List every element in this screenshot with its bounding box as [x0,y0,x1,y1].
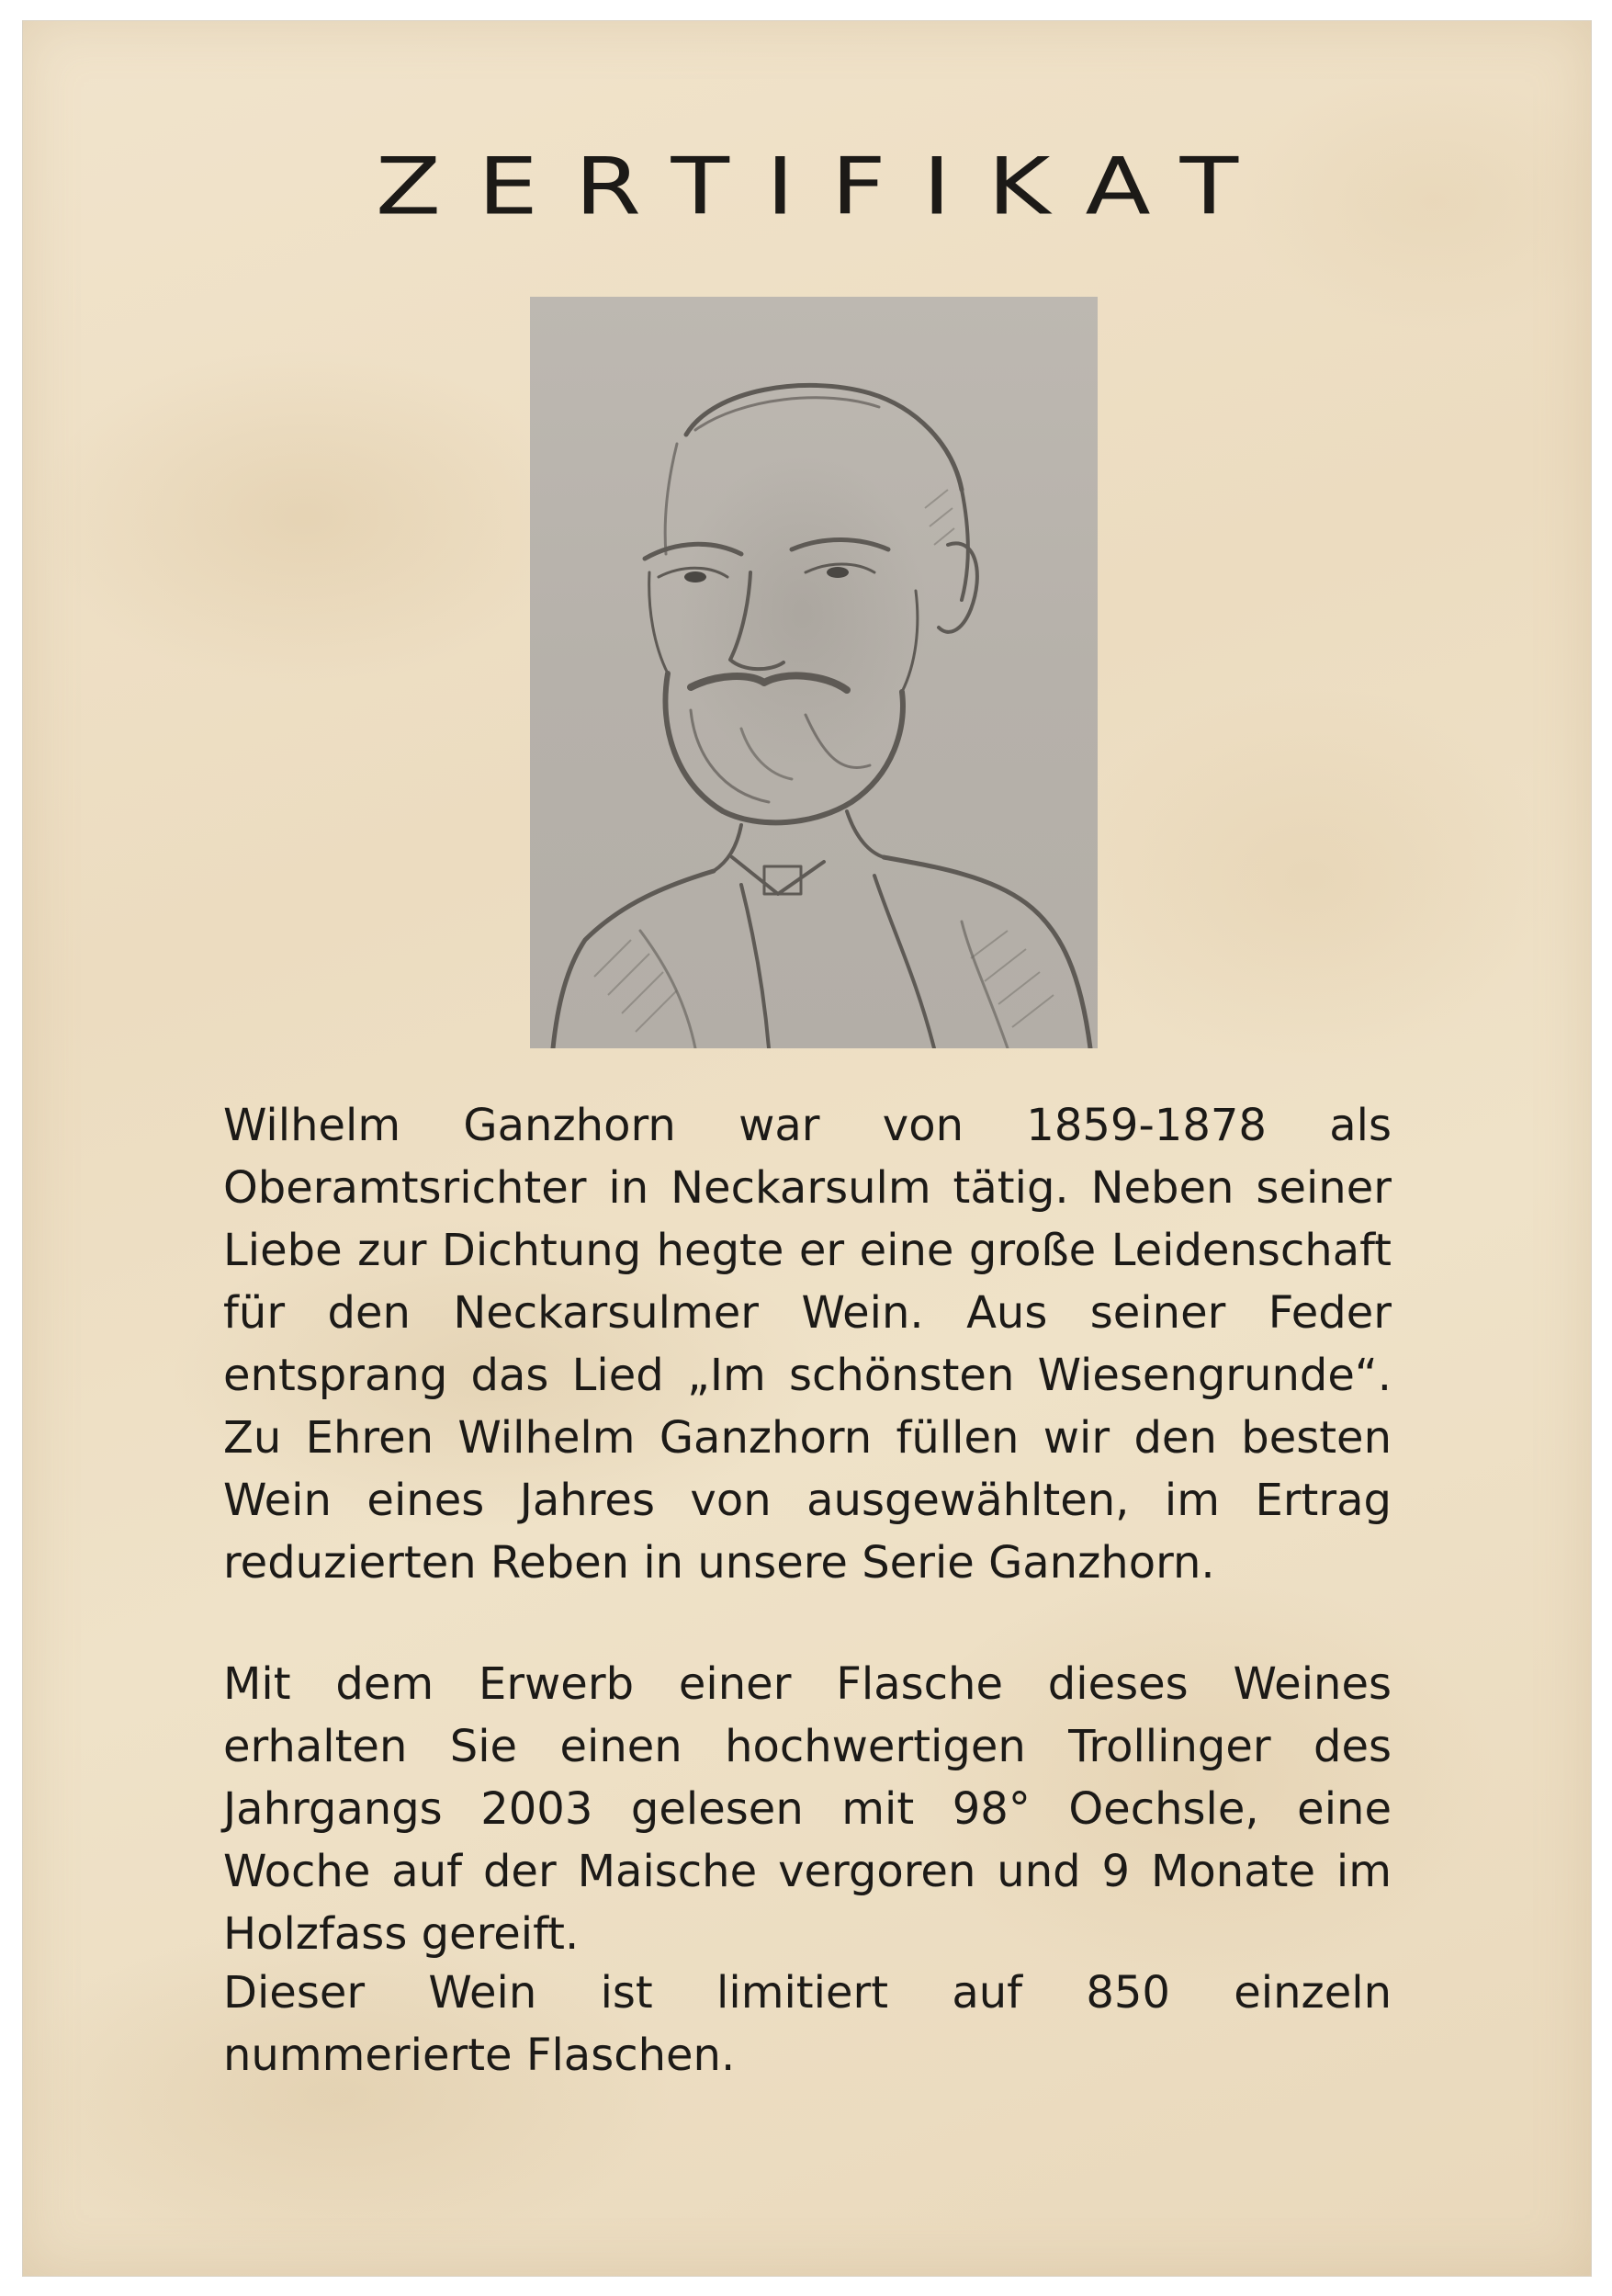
certificate-title: ZERTIFIKAT [375,141,1276,233]
portrait-drawing [530,297,1098,1048]
portrait-sketch [530,297,1098,1048]
paragraph-wine-details: Mit dem Erwerb einer Flasche dieses Weines erhalten Sie einen hochwertigen Trollinger des Jahrgangs 2003 gelesen mit 98° Oechsle, eine Woche auf der Maische vergoren und 9 Monate im Holzfass gereift. [223,1658,1392,1960]
paragraph-history: Wilhelm Ganzhorn war von 1859-1878 als Oberamtsrichter in Neckarsulm tätig. Neben seiner Liebe zur Dichtung hegte er eine große Leidenschaft für den Neckarsulmer Wein. Aus seiner Feder entsprang das Lied „Im schönsten Wiesengrunde“. Zu Ehren Wilhelm Ganzhorn füllen wir den besten Wein eines Jahres von ausgewählten, im Ertrag reduzierten Reben in unsere Serie Ganzhorn. [223,1100,1392,1589]
certificate-page [22,20,1592,2277]
paragraph-limitation: Dieser Wein ist limitiert auf 850 einzeln nummerierte Flaschen. [223,1967,1392,2081]
